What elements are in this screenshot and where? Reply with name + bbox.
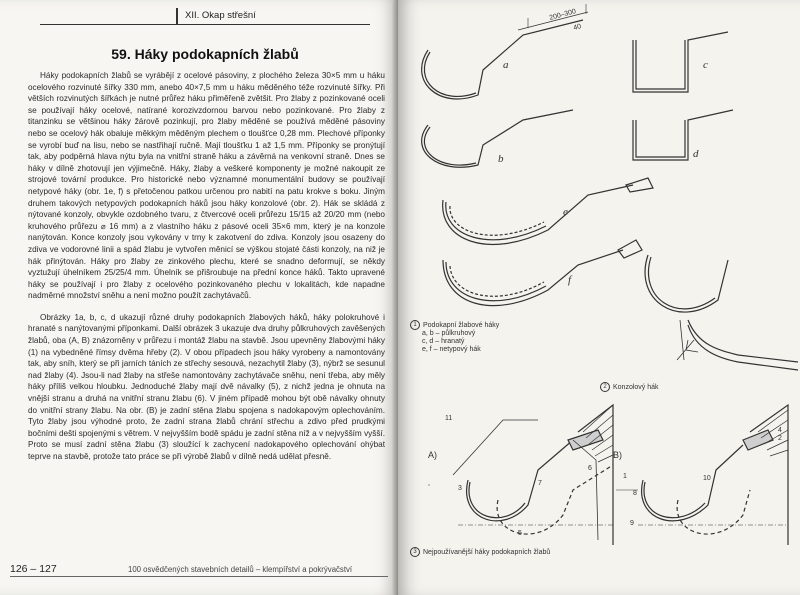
label-d: d xyxy=(693,148,699,160)
part-number: 11 xyxy=(445,415,453,422)
footer-rule xyxy=(10,576,388,577)
section-title: 59. Háky podokapních žlabů xyxy=(111,46,299,62)
chapter-header-text: XII. Okap střešní xyxy=(185,10,256,21)
part-number: 10 xyxy=(703,475,711,482)
caption-line: c, d – hranatý xyxy=(422,338,465,345)
part-number: 9 xyxy=(630,520,634,527)
right-page xyxy=(398,0,800,595)
dimension-label-2: 40 xyxy=(572,23,583,32)
caption-title: Konzolový hák xyxy=(613,383,659,391)
hook-drawing-d xyxy=(633,110,733,160)
section-label-B: B) xyxy=(613,450,622,460)
part-number: 6 xyxy=(588,465,592,472)
paragraph: Háky podokapních žlabů se vyrábějí z ocelové pásoviny, z plochého železa 30×5 mm u háku ocelového rozvinuté šířky 330 mm, anebo 40×7,5 mm u háku měděného téže rozvinuté šířky. Při větších rozvinutých šířkách je nutné průřez háku přiměřeně zvětšit. Pro žlaby z pozinkované oceli se používají háky ocelové, natírané korozivzdornou barvou nebo pozinkované. Pro žlaby z titanzinku se většinou háky žárově pozinkují, pro žlaby měděné se používá měděné pásoviny nebo se ocelový hák obaluje měkkým měděným plechem o tloušťce 0,28 mm. Plechové příponky se vyrobí buď na lisu, nebo se nastřihají ručně. Mají tloušťku 1 až 1,5 mm. Příponky se pronýtují tak, aby podpěrná hlava nýtu byla na vnitřní straně háku a závěrná na venkovní straně. Dnes se háky v dílně zhotovují jen výjimečně. Háky, žlaby a veškeré komponenty je možné nakoupit ze strojové tovární produkce. Pro historické nebo významné monumentální budovy se používají netypové háky (obr. 1e, f) s přetočenou patkou určenou pro nabití na patu krokve s boku. Jiným druhem takových netypových podokapních háků jsou háky konzolové (obr. 2). Hák se skládá z nýtované konzoly, obvykle ozdobného tvaru, z čtvercové oceli průřezu 15/15 až 20/20 mm (nebo kruhového průřezu ⌀ 16 mm) a z vlastního háku z pásové oceli 35×6 mm, který je na konzole nanýtován. Konce konzoly jsou vykovány v trny k zakotvení do zdiva. Konzoly jsou osazeny do zdiva ve vodorovné linii a spád žlabu je vytvořen měnicí se výškou stojaté části konzoly, na niž je hák přinýtován. Háky pro žlaby ze zinkového plechu, které se snadno deformují, se někdy vyztužují úhelníkem 25/25/4 mm. Úhelník se přišroubuje na přední konce háků. Takto upravené háky se používají i pro žlaby z ocelového pozinkovaného plechu v lokalitách, kde napadne nadměrné množství sněhu a není možno použít zachytávačů. xyxy=(28,71,385,301)
hook-drawing-e xyxy=(443,178,653,244)
caption-number: 3 xyxy=(410,547,420,557)
label-a: a xyxy=(503,59,509,71)
console-hook-drawing xyxy=(645,255,798,370)
page-numbers: 126 – 127 xyxy=(10,563,57,575)
hook-drawing-f xyxy=(443,240,642,306)
part-number: 8 xyxy=(633,490,637,497)
figure-2-caption xyxy=(600,382,659,392)
chapter-header xyxy=(40,8,370,25)
part-number: 3 xyxy=(458,485,462,492)
book-footer-title: 100 osvědčených stavebních detailů – klempířství a pokrývačství xyxy=(128,565,353,574)
label-c: c xyxy=(703,59,708,71)
section-label-A: A) xyxy=(428,450,437,460)
part-number: 1 xyxy=(623,473,627,480)
label-e: e xyxy=(563,206,568,218)
caption-number: 1 xyxy=(410,320,420,330)
left-page xyxy=(0,0,398,595)
caption-title: Nejpoužívanější háky podokapních žlabů xyxy=(423,548,551,556)
gutter-section-drawings xyxy=(453,405,788,545)
dimension-label: 200–300 xyxy=(548,8,577,22)
technical-drawings xyxy=(398,0,800,595)
label-b: b xyxy=(498,153,504,165)
figure-3-caption xyxy=(410,547,550,557)
label-f: f xyxy=(568,274,572,286)
caption-line: e, f – netypový hák xyxy=(422,346,481,353)
caption-number: 2 xyxy=(600,382,610,392)
figure-1-caption xyxy=(410,320,499,354)
part-number: 4 xyxy=(778,427,782,434)
caption-title: Podokapní žlabové háky xyxy=(423,321,500,329)
hook-drawing-c xyxy=(633,32,728,92)
part-number: 5 xyxy=(518,530,522,537)
header-divider xyxy=(176,8,178,24)
paragraph: Obrázky 1a, b, c, d ukazují různé druhy podokapních žlabových háků, háky polokruhové i hranaté s nanýtovanými příponkami. Další obrázek 3 ukazuje dva druhy půlkruhových zavěšených žlabů, oba (A, B) znázorněny v průřezu i montáž žlabu na stavbě. Jsou upevněny žlabovými háky (1) na vybedněné římsy dvěma hřeby (2). V obou případech jsou háky vyrobeny a namontovány tak, aby sníh, který se při jarních táních ze střechy sesouvá, nezachytil žlaby (3), nýbrž se sesunul nad žlaby (4). Jsou-li nad žlaby na střeše namontovány zachytávače sněhu, není třeba, aby měly háky příliš velkou hloubku. Jednoduché žlaby mají dvě návalky (5), z nichž jedna je ohnuta na vnější stranu a druhá na vnitřní stranu žlabu (6). V jiném případě mohou být obě návalky ohnuty do vnitřní strany žlabu. Na obr. (B) je zadní stěna žlabu spojena s nadokapovým oplechováním. Tyto žlaby jsou výhodné proto, že zadní strana žlabů chrání střechu a zdivo před prudkými bočními dešti spojenými s větrem. V nejvyšším bodě spádu je zadní stěna níž a v nejvyšším vyšší. Proto se musí zadní stěna žlabu (3) sloužící k zachycení nadokapového oplechování ohýbat teprve na stavbě, protože tato práce se při výrobě žlabů v dílně nedá udělat přesně. xyxy=(28,312,385,461)
body-text xyxy=(28,70,385,463)
part-number: 7 xyxy=(538,480,542,487)
part-number: 2 xyxy=(778,435,782,442)
caption-line: a, b – půlkruhový xyxy=(422,330,476,337)
